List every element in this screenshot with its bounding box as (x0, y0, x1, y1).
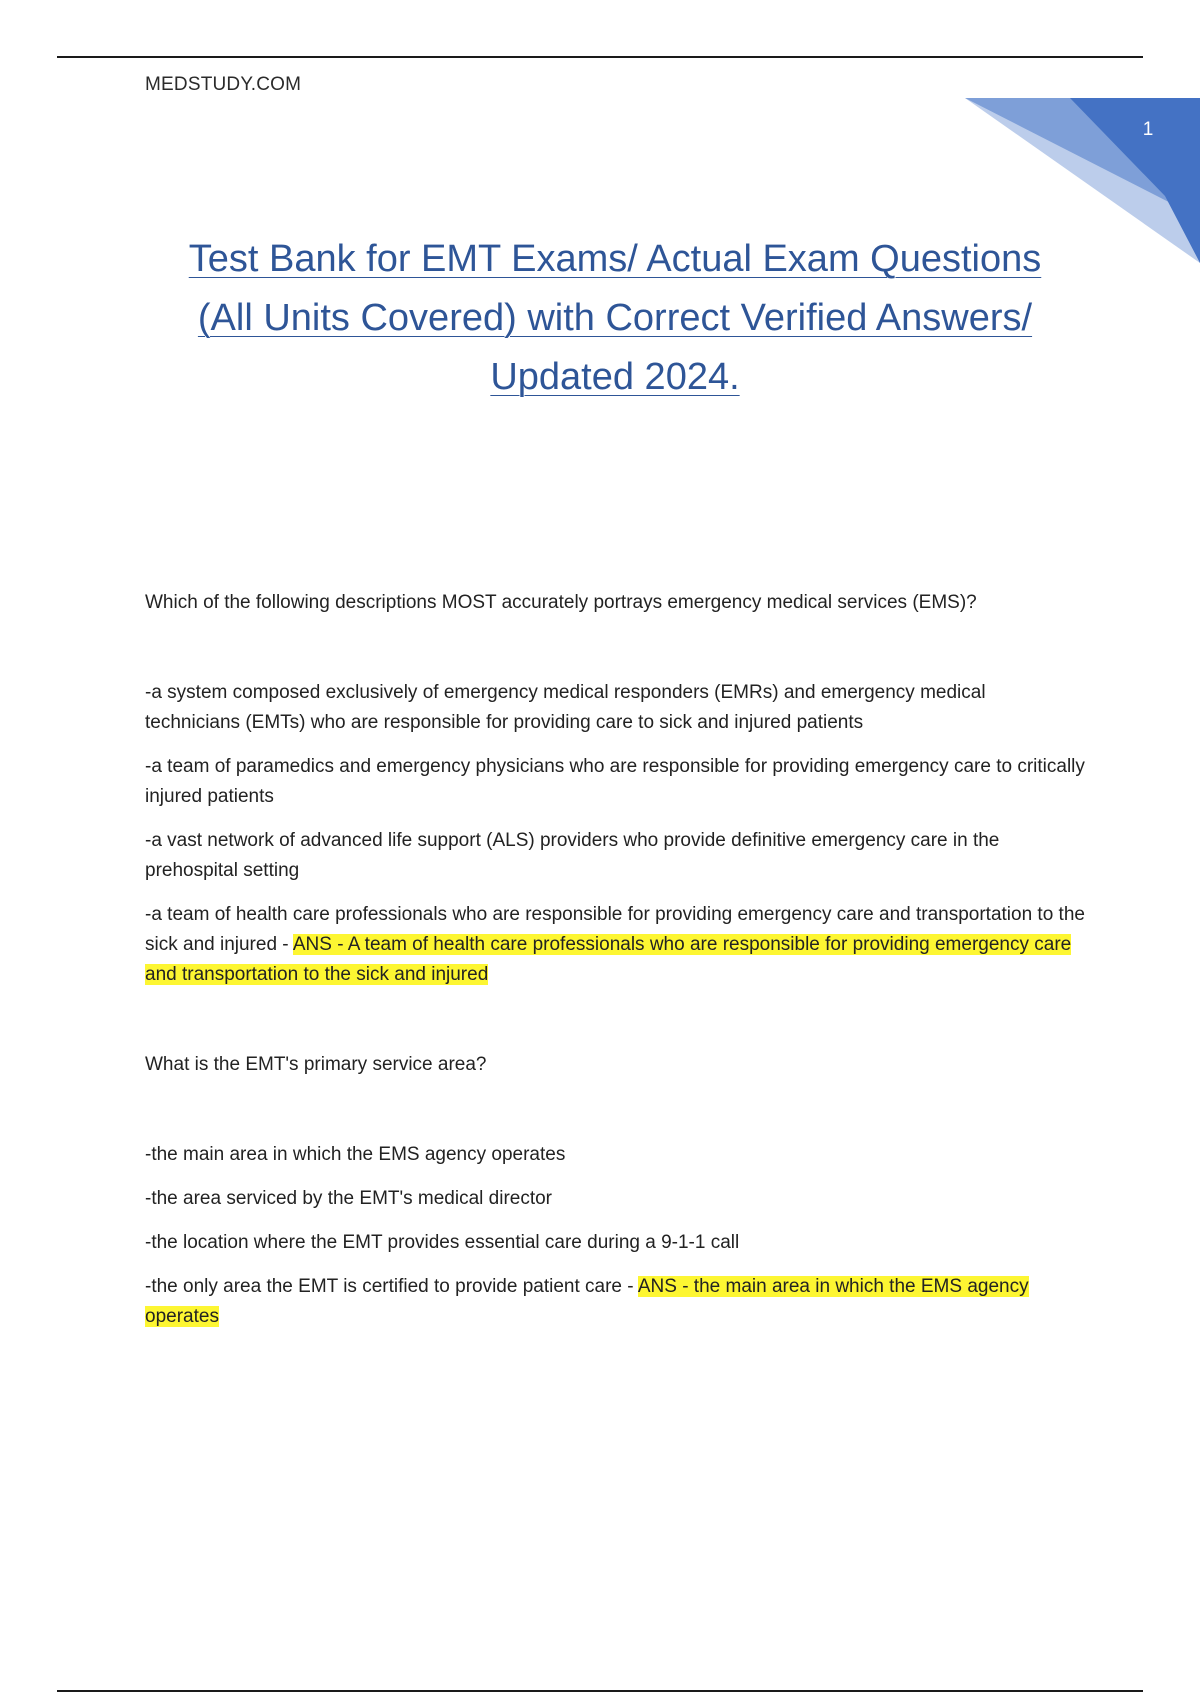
footer-rule (57, 1690, 1143, 1692)
option-1a: -a system composed exclusively of emergency medical responders (EMRs) and emergency medical technicians (EMTs) who are responsible for providing care to sick and injured patients (145, 682, 986, 733)
title-line-2: (All Units Covered) with Correct Verified Answers/ (197, 297, 1033, 339)
option-1d-text: -a team of health care professionals who are responsible for providing emergency care and transportation to the sick and injured - (145, 904, 1085, 955)
page-number: 1 (1142, 119, 1154, 140)
question-1-options (145, 678, 1085, 990)
question-2: What is the EMT's primary service area? (145, 1054, 487, 1075)
header-rule (57, 56, 1143, 58)
option-2a: -the main area in which the EMS agency operates (145, 1144, 566, 1165)
answer-2: ANS - the main area in which the EMS agency operates (145, 1276, 1029, 1327)
title-line-3: Updated 2024. (490, 356, 740, 398)
option-2b: -the area serviced by the EMT's medical director (145, 1188, 553, 1209)
option-1b: -a team of paramedics and emergency physicians who are responsible for providing emergency care to critically injured patients (145, 756, 1085, 807)
option-2c: -the location where the EMT provides essential care during a 9-1-1 call (145, 1232, 740, 1253)
option-2d-text: -the only area the EMT is certified to provide patient care - (145, 1276, 638, 1297)
question-2-options (145, 1140, 1085, 1332)
option-2d (145, 1272, 1085, 1332)
option-1c: -a vast network of advanced life support (ALS) providers who provide definitive emergency care in the prehospital setting (145, 830, 1000, 881)
answer-1: ANS - A team of health care professionals who are responsible for providing emergency care and transportation to the sick and injured (145, 934, 1072, 985)
site-header: MEDSTUDY.COM (145, 74, 302, 95)
document-title (150, 230, 1080, 407)
question-list (145, 588, 1085, 1346)
option-1d (145, 900, 1085, 990)
title-line-1: Test Bank for EMT Exams/ Actual Exam Questions (188, 238, 1042, 280)
question-1: Which of the following descriptions MOST accurately portrays emergency medical services (EMS)? (145, 592, 977, 613)
